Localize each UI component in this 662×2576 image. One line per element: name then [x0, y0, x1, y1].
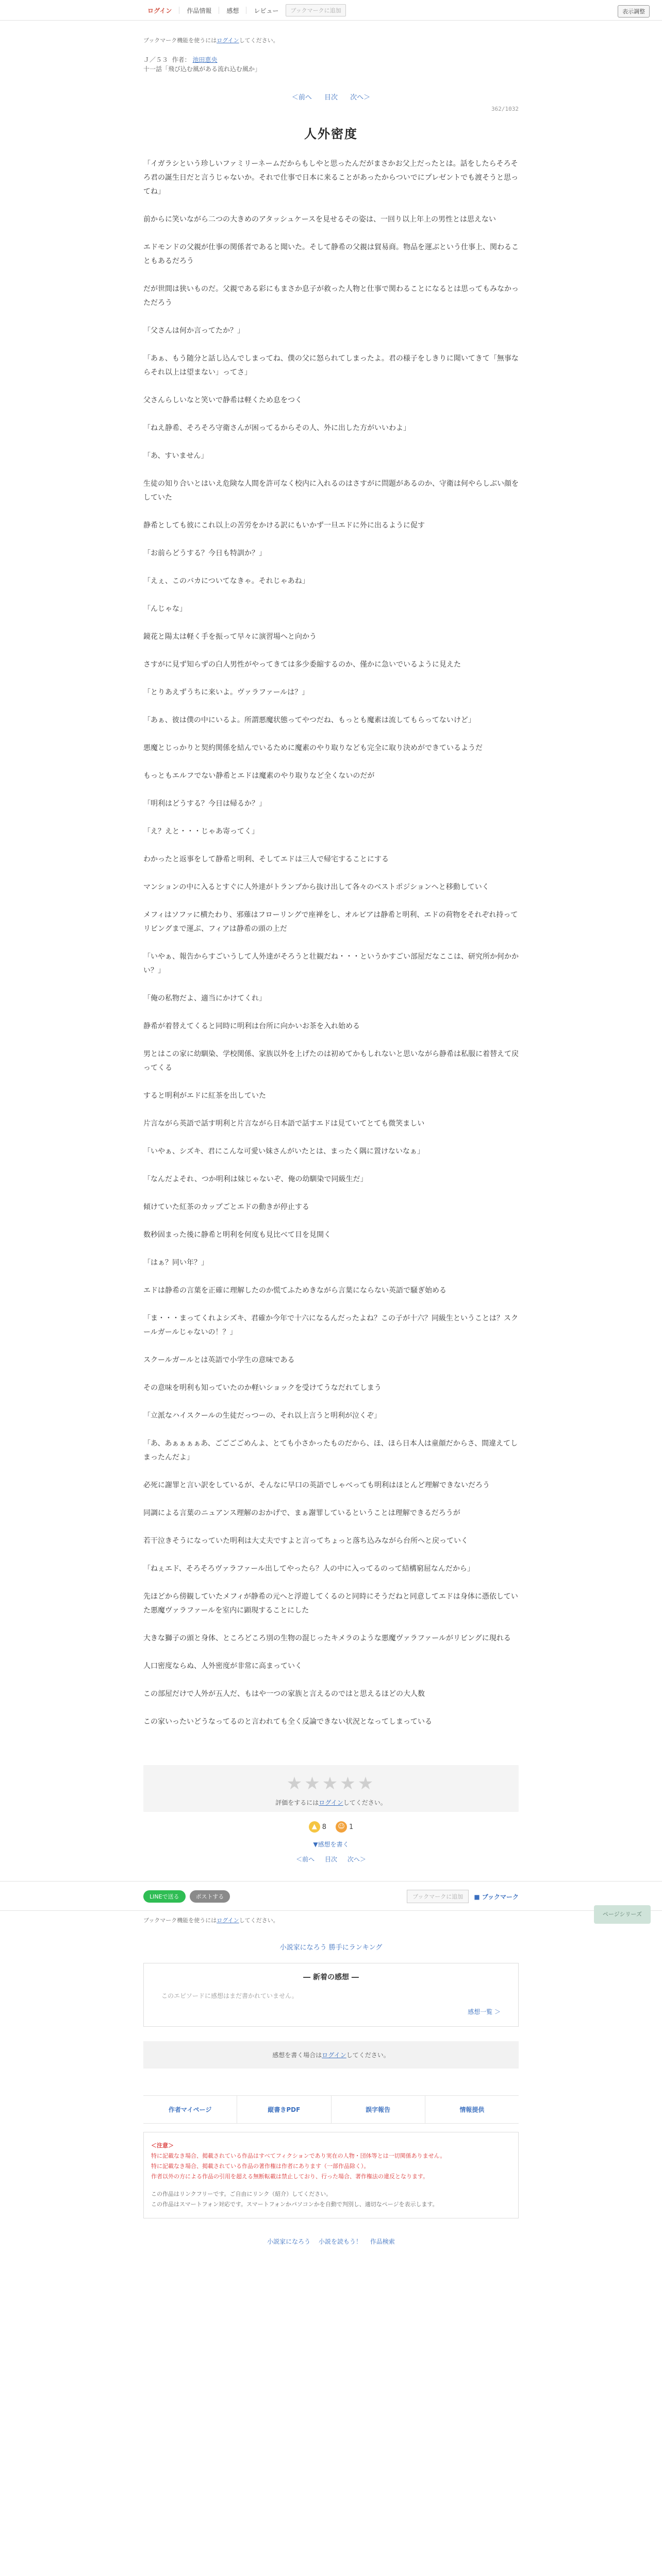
novel-paragraph: 生徒の知り合いとはいえ危険な人間を許可なく校内に入れるのはさすがに問題があるのか、守衛は何やらしぶい顔をしていた [143, 480, 519, 502]
novel-paragraph: 「とりあえずうちに来いよ。ヴァラファールは？」 [143, 688, 309, 697]
author-label: 作者： [172, 56, 191, 63]
novel-paragraph: 必死に謝罪と言い訳をしているが、そんなに早口の英語でしゃべっても明利はほとんど理解できないだろう [143, 1481, 490, 1489]
novel-paragraph: 「はぁ？同い年？」 [143, 1259, 208, 1267]
toc-link-bottom[interactable]: 目次 [324, 1856, 337, 1863]
rating-stars[interactable]: ★★★★★ [286, 1773, 376, 1794]
typo-report-link[interactable]: 誤字報告 [332, 2096, 425, 2123]
caution-line: 特に記載なき場合、掲載されている作品の著作権は作者にあります（一部作品除く）。 [151, 2163, 370, 2170]
bookmark-add-disabled: ブックマークに追加 [407, 1890, 469, 1903]
novel-paragraph: この部屋だけで人外が五人だ、もはや一つの家族と言えるのではと思えるほどの大人数 [143, 1690, 425, 1698]
novel-paragraph: 「明利はどうする？今日は帰るか？」 [143, 800, 266, 808]
novel-paragraph: 「父さんは何か言ってたか？」 [143, 327, 244, 335]
novel-paragraph: すると明利がエドに紅茶を出していた [143, 1092, 266, 1100]
novel-paragraph: 「立派なハイスクールの生徒だっつーの、それ以上言うと明利が泣くぞ」 [143, 1412, 382, 1420]
notice-login-link-bottom[interactable]: ログイン [217, 1917, 239, 1924]
novel-paragraph: 「いやぁ、報告からすごいうして人外達がそろうと壮観だね・・・というかすごい部屋だなここは、研究所か何かかい？」 [143, 953, 519, 975]
novel-paragraph: 静希としても彼にこれ以上の苦労をかける訳にもいかず一旦エドに外に出るように促す [143, 521, 425, 530]
novel-paragraph: 若干泣きそうになっていた明利は大丈夫ですよと言ってちょっと落ち込みながら台所へと戻っていく [143, 1537, 468, 1545]
novel-paragraph: 前からに笑いながら二つの大きめのアタッシュケースを見せるその姿は、一回り以上年上の男性とは思えない [143, 215, 496, 224]
novel-paragraph: 「いやぁ、シズキ、君にこんな可愛い妹さんがいたとは、まったく隅に置けないなぁ」 [143, 1147, 425, 1156]
rating-note: 評価をするにはログインしてください。 [275, 1799, 387, 1806]
novel-paragraph: もっともエルフでない静希とエドは魔素のやり取りなど全くないのだが [143, 772, 375, 780]
impressions-title: ― 新着の感想 ― [303, 1973, 359, 1981]
author-link[interactable]: 池田恵央 [192, 56, 218, 63]
bottom-links [143, 2237, 519, 2256]
episode-progress: Ｊ／５３ [143, 56, 169, 63]
write-impression-box: 感想を書く場合はログインしてください。 [143, 2041, 519, 2069]
novel-paragraph: 「え？えと・・・じゃあ寄ってく」 [143, 827, 259, 836]
novel-paragraph: その意味を明利も知っていたのか軽いショックを受けてうなだれてしまう [143, 1384, 382, 1392]
chapter-title: 人外密度 [304, 127, 358, 141]
site-link-yomou[interactable]: 小説を読もう！ [318, 2238, 362, 2245]
impressions-empty: このエピソードに感想はまだ書かれていません。 [161, 1992, 298, 1999]
site-link-narou[interactable]: 小説家になろう [267, 2238, 311, 2245]
pager-bottom [143, 1855, 519, 1863]
prev-link-bottom[interactable]: ＜前へ [296, 1856, 315, 1863]
novel-paragraph: 「ま・・・まってくれよシズキ、君確か今年で十六になるんだったよね？この子が十六？同級生ということは？スクールガールじゃないの！？」 [143, 1314, 519, 1336]
smile-icon: ☺ [336, 1821, 347, 1833]
author-mypage-link[interactable]: 作者マイページ [143, 2096, 237, 2123]
site-link-search[interactable]: 作品検索 [370, 2238, 395, 2245]
vertical-pdf-link[interactable]: 縦書きPDF [237, 2096, 331, 2123]
next-link-bottom[interactable]: 次へ＞ [347, 1856, 366, 1863]
impressions-box [143, 1963, 519, 2027]
prev-link[interactable]: ＜前へ [291, 94, 312, 101]
next-link[interactable]: 次へ＞ [350, 94, 371, 101]
line-share-button[interactable]: LINEで送る [143, 1890, 186, 1903]
novel-paragraph: エドモンドの父親が仕事の関係者であると聞いた。そして静希の父親は貿易商。物品を運ぶという仕事上、関わることもあるだろう [143, 243, 519, 265]
ranking-link[interactable]: 小説家になろう 勝手にランキング [279, 1944, 383, 1952]
novel-paragraph: 「んじゃな」 [143, 605, 187, 613]
novel-paragraph: わかったと返事をして静希と明利、そしてエドは三人で帰宅することにする [143, 855, 389, 863]
info-provide-link[interactable]: 情報提供 [459, 2106, 485, 2113]
bookmark-button[interactable]: ■ ブックマーク [474, 1893, 519, 1901]
write-impression-link[interactable]: ▼感想を書く [313, 1841, 349, 1848]
novel-paragraph: だが世間は狭いものだ。父親である彩にもまさか息子が救った人物と仕事で関わることになるとは思ってもみなかっただろう [143, 285, 519, 307]
novel-paragraph: スクールガールとは英語で小学生の意味である [143, 1356, 295, 1364]
reactions [143, 1821, 519, 1833]
rating-login-link[interactable]: ログイン [319, 1799, 343, 1806]
novel-paragraph: 数秒固まった後に静希と明利を何度も見比べて目を見開く [143, 1231, 331, 1239]
novel-paragraph: 「俺の私物だよ、適当にかけてくれ」 [143, 994, 266, 1003]
page-series-side-button[interactable]: ページシリーズ [594, 1905, 651, 1924]
caution-line: 特に記載なき場合、掲載されている作品はすべてフィクションであり実在の人物・団体等とは一切関係ありません。 [151, 2153, 446, 2159]
novel-paragraph: 「えぇ、このバカについてなきゃ。それじゃあね」 [143, 577, 309, 585]
top-navigation [0, 0, 662, 21]
novel-paragraph: この家いったいどうなってるのと言われても全く反論できない状況となってしまっている [143, 1718, 432, 1726]
write-login-link[interactable]: ログイン [322, 2052, 346, 2059]
novel-paragraph: 片言ながら英語で話す明利と片言ながら日本語で話すエドは見ていてとても微笑ましい [143, 1120, 425, 1128]
novel-paragraph: 「あぁ、彼は僕の中にいるよ。所謂悪魔状態ってやつだね、もっとも魔素は流してもらってないけど」 [143, 716, 475, 724]
novel-paragraph: 鏡花と陽太は軽く手を振って早々に演習場へと向かう [143, 633, 317, 641]
novel-paragraph: 人口密度ならぬ、人外密度が非常に高まっていく [143, 1662, 302, 1670]
notice-login-link[interactable]: ログイン [217, 37, 239, 44]
novel-paragraph: 男とはこの家に幼馴染、学校関係、家族以外を上げたのは初めてかもしれないと思いながら静希は私服に着替えて戻ってくる [143, 1050, 519, 1072]
post-share-button[interactable]: ポストする [190, 1890, 230, 1903]
novel-body [143, 157, 519, 1729]
nav-reviews[interactable]: レビュー [254, 7, 279, 14]
rating-box [143, 1765, 519, 1812]
display-settings-button[interactable]: 表示調整 [618, 5, 650, 18]
novel-paragraph: 「なんだよそれ、つか明利は妹じゃないぞ、俺の幼馴染で同級生だ」 [143, 1175, 368, 1183]
novel-paragraph: 先ほどから傍観していたメフィが静希の元へと浮遊してくるのと同時にそうだねと同意してエドは身体に憑依していた悪魔ヴァラファールを室内に顕現することにした [143, 1592, 518, 1615]
novel-paragraph: 大きな獅子の頭と身体、ところどころ別の生物の混じったキメラのような悪魔ヴァラファールがリビングに現れる [143, 1634, 511, 1642]
novel-paragraph: 悪魔とじっかりと契約関係を結んでいるために魔素のやり取りなども完全に取り決めができているようだ [143, 744, 483, 752]
caution-info: この作品はスマートフォン対応です。スマートフォンかパソコンかを自動で判別し、適切なページを表示します。 [151, 2201, 438, 2208]
nav-impressions[interactable]: 感想 [226, 7, 239, 14]
novel-paragraph: エドは静希の言葉を正確に理解したのか慌てふためきながら言葉にならない英語で騒ぎ始める [143, 1286, 446, 1295]
nav-work-info[interactable]: 作品情報 [187, 7, 212, 14]
thumbs-up-icon: ▲ [309, 1821, 320, 1833]
bookmark-notice: ブックマーク機能を使うにはログインしてください。 [143, 37, 279, 44]
caution-box [143, 2132, 519, 2218]
novel-paragraph: 「イガラシという珍しいファミリーネームだからもしやと思ったんだがまさかお父上だったとは。話をしたらそろそろ君の誕生日だと言うじゃないか。それで仕事で日本に来ることがあったからついでにプレゼントでも渡そうと思ってね」 [143, 160, 519, 196]
novel-paragraph: さすがに見ず知らずの白人男性がやってきては多少委縮するのか、僅かに急いでいるように見えた [143, 660, 461, 669]
reaction-smile[interactable]: ☺ 1 [336, 1821, 353, 1833]
novel-paragraph: 「ねぇエド、そろそろヴァラファール出してやったら？人の中に入ってるのって結構窮屈なんだから」 [143, 1565, 474, 1573]
breadcrumb [143, 56, 519, 73]
footer-links [143, 2095, 519, 2124]
novel-paragraph: 同調による言葉のニュアンス理解のおかげで、まぁ謝罪しているということは理解できるだろうが [143, 1509, 460, 1517]
impressions-list-link[interactable]: 感想一覧 ＞ [468, 2008, 501, 2015]
novel-paragraph: 傾けていた紅茶のカップごとエドの動きが停止する [143, 1203, 309, 1211]
caution-line: 作者以外の方による作品の引用を超える無断転載は禁止しており、行った場合、著作権法の違反となります。 [151, 2173, 429, 2180]
novel-paragraph: 父さんらしいなと笑いで静希は軽くため息をつく [143, 396, 302, 404]
novel-paragraph: 「あ、あぁぁぁぁあ、ごごごごめんよ、とても小さかったものだから、ほ、ほら日本人は童顔だからさ、間違えてしまったんだよ」 [143, 1439, 518, 1462]
pager-top [143, 92, 519, 101]
share-band [0, 1881, 662, 1911]
novel-paragraph: メフィはソファに横たわり、邪薙はフローリングで座禅をし、オルビアは静希と明利、エドの荷物をそれぞれ持ってリビングまで運ぶ、フィアは静希の頭の上だ [143, 911, 518, 933]
page-number: 362/1032 [491, 106, 519, 112]
novel-paragraph: マンションの中に入るとすぐに人外達がトランプから抜け出して各々のベストポジションへと移動していく [143, 883, 489, 891]
bookmark-notice-bottom: ブックマーク機能を使うにはログインしてください。 [143, 1917, 279, 1924]
caution-info: この作品はリンクフリーです。ご自由にリンク（紹介）してください。 [151, 2191, 332, 2197]
novel-paragraph: 「お前らどうする？今日も特訓か？」 [143, 549, 266, 557]
novel-paragraph: 「あ、すいません」 [143, 452, 208, 460]
episode-title: 十一話「飛び込む風がある流れ込む風か」 [143, 65, 261, 73]
novel-paragraph: 「あぁ、もう随分と話し込んでしまってね、僕の父に怒られてしまったよ。君の様子をしきりに聞いてきて「無事ならそれ以上は望まない」ってさ」 [143, 354, 519, 377]
reaction-thumbs-up[interactable]: ▲ 8 [309, 1821, 326, 1833]
caution-title: ＜注意＞ [151, 2142, 174, 2149]
novel-paragraph: 静希が着替えてくると同時に明利は台所に向かいお茶を入れ始める [143, 1022, 360, 1030]
bookmark-add-button-disabled: ブックマークに追加 [286, 4, 345, 16]
login-link[interactable]: ログイン [147, 7, 172, 14]
toc-link[interactable]: 目次 [324, 94, 338, 101]
novel-paragraph: 「ねえ静希、そろそろ守衛さんが困ってるからその人、外に出した方がいいわよ」 [143, 424, 410, 432]
